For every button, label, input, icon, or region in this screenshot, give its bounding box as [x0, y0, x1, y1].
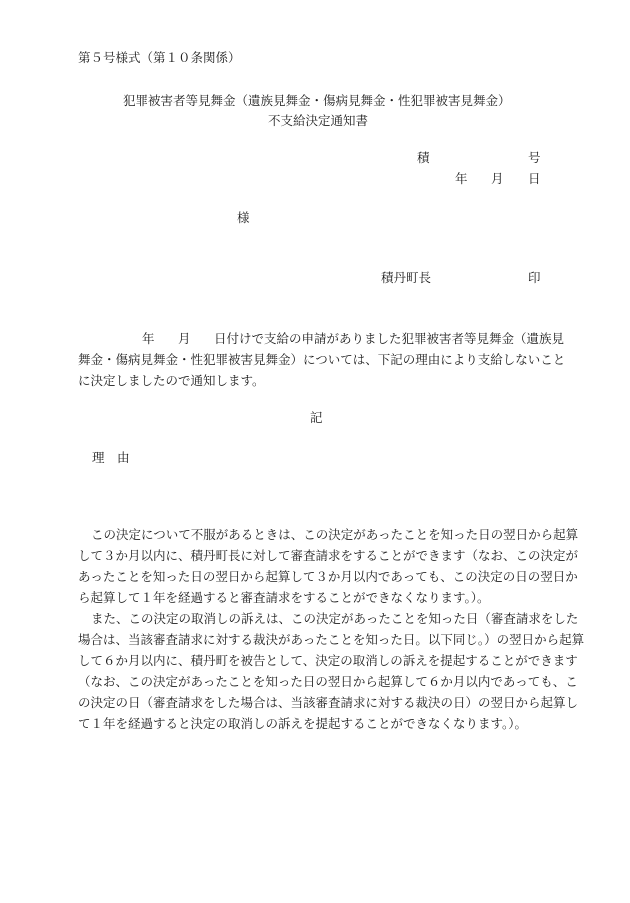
notice-p2-line-1: また、この決定の取消しの訴えは、この決定があったことを知った日（審査請求をした — [91, 611, 579, 626]
notice-p2-line-4: （なお、この決定があったことを知った日の翌日から起算して６か月以内であっても、こ — [78, 674, 578, 689]
notice-paragraph-2 — [78, 608, 585, 734]
date-month-label: 月 — [491, 171, 504, 186]
notice-p1-line-1: この決定について不服があるときは、この決定があったことを知った日の翌日から起算 — [91, 527, 579, 542]
body-line-1-month: 月 — [178, 331, 191, 346]
notice-p2-line-2: 場合は、当該審査請求に対する裁決があったことを知った日。以下同じ。）の翌日から起算 — [78, 632, 585, 647]
notice-p2-line-5: の決定の日（審査請求をした場合は、当該審査請求に対する裁決の日）の翌日から起算し — [78, 695, 579, 710]
document-title-line2: 不支給決定通知書 — [268, 113, 369, 128]
document-title-line1: 犯罪被害者等見舞金（遺族見舞金・傷病見舞金・性犯罪被害見舞金） — [123, 93, 511, 108]
body-line-1-text: 日付けで支給の申請がありました犯罪被害者等見舞金（遺族見 — [214, 331, 565, 346]
body-line-2: 舞金・傷病見舞金・性犯罪被害見舞金）については、下記の理由により支給しないこと — [78, 352, 566, 367]
ki-heading: 記 — [310, 410, 323, 425]
body-line-3: に決定しましたので通知します。 — [78, 373, 265, 388]
addressee-suffix: 様 — [237, 210, 250, 225]
document-number-suffix: 号 — [528, 150, 541, 165]
form-label: 第５号様式（第１０条関係） — [78, 50, 241, 65]
notice-p2-line-6: て１年を経過すると決定の取消しの訴えを提起することができなくなります。）。 — [78, 716, 528, 731]
date-year-label: 年 — [455, 171, 468, 186]
notice-p1-line-3: あったことを知った日の翌日から起算して３か月以内であっても、この決定の日の翌日か — [78, 569, 578, 584]
issuer-seal-label: 印 — [528, 270, 541, 285]
body-line-1-year: 年 — [142, 331, 155, 346]
document-number-prefix: 積 — [417, 150, 430, 165]
notice-p2-line-3: して６か月以内に、積丹町を被告として、決定の取消しの訴えを提起することができます — [78, 653, 578, 668]
notice-p1-line-2: して３か月以内に、積丹町長に対して審査請求をすることができます（なお、この決定が — [78, 548, 579, 563]
date-day-label: 日 — [528, 171, 541, 186]
notice-paragraph-1 — [78, 524, 579, 608]
notice-p1-line-4: ら起算して１年を経過すると審査請求をすることができなくなります。）。 — [78, 590, 490, 605]
reason-label: 理 由 — [92, 450, 130, 465]
issuer-name: 積丹町長 — [381, 270, 432, 285]
